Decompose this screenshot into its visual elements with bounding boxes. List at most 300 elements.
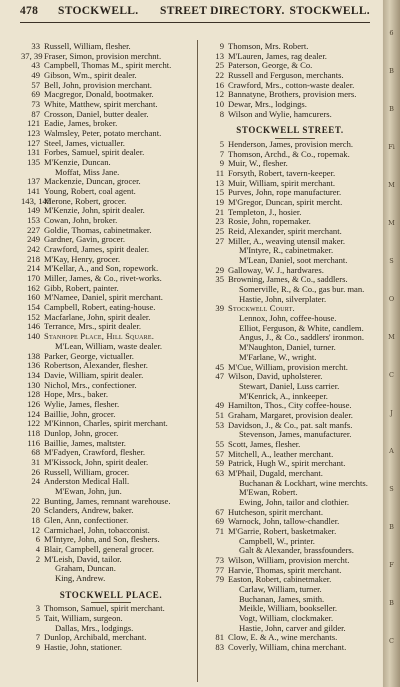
directory-entry bbox=[21, 545, 201, 555]
directory-entry bbox=[205, 285, 375, 295]
directory-entry bbox=[21, 468, 201, 478]
street-number: 18 bbox=[31, 515, 40, 525]
directory-entry bbox=[21, 526, 201, 536]
directory-entry bbox=[21, 506, 201, 516]
directory-entry bbox=[205, 421, 375, 431]
directory-entry bbox=[205, 595, 375, 605]
street-number: 7 bbox=[35, 633, 40, 643]
directory-entry bbox=[205, 479, 375, 489]
street-number: 121 bbox=[27, 119, 40, 129]
entry-text: M'Intyre, R., cabinetmaker. bbox=[239, 246, 334, 256]
street-number: 73 bbox=[215, 555, 224, 565]
entry-text: Warnock, John, tallow-chandler. bbox=[228, 517, 340, 527]
entry-text: Bunting, James, remnant warehouse. bbox=[44, 496, 171, 506]
entry-text: Muir, William, spirit merchant. bbox=[228, 178, 336, 188]
directory-entry bbox=[21, 439, 201, 449]
street-number: 67 bbox=[215, 507, 224, 517]
street-number: 10 bbox=[215, 100, 224, 110]
entry-text: Coverly, William, china merchant. bbox=[228, 642, 347, 652]
street-number: 27 bbox=[215, 236, 224, 246]
directory-entry bbox=[205, 246, 375, 256]
entry-text: Russell, William, flesher. bbox=[44, 42, 131, 51]
entry-text: Crawford, Mrs., cotton-waste dealer. bbox=[228, 80, 355, 90]
directory-entry bbox=[205, 256, 375, 266]
directory-entry bbox=[21, 255, 201, 265]
directory-entry bbox=[21, 293, 201, 303]
street-number: 73 bbox=[31, 100, 40, 110]
entry-text: Macgregor, Donald, bootmaker. bbox=[44, 90, 154, 100]
entry-text: Reid, Alexander, spirit merchant. bbox=[228, 227, 342, 237]
street-number: 71 bbox=[215, 526, 224, 536]
directory-entry bbox=[21, 187, 201, 197]
directory-entry bbox=[205, 179, 375, 189]
entry-text: M'Cue, William, provision mercht. bbox=[228, 362, 348, 372]
entry-text: Vogt, William, clockmaker. bbox=[239, 613, 334, 623]
entry-text: Browning, James, & Co., saddlers. bbox=[228, 275, 348, 285]
directory-entry bbox=[205, 488, 375, 498]
street-number: 63 bbox=[215, 468, 224, 478]
entry-text: Galloway, W. J., hardwares. bbox=[228, 265, 324, 275]
entry-text: Bannatyne, Brothers, provision mers. bbox=[228, 90, 357, 100]
entry-text: Rosie, John, ropemaker. bbox=[228, 217, 311, 227]
entry-text: M'Farlane, W., wright. bbox=[239, 352, 317, 362]
street-number: 227 bbox=[27, 225, 40, 235]
entry-text: Baillie, John, grocer. bbox=[44, 409, 116, 419]
entry-text: Dewar, Mrs., lodgings. bbox=[228, 100, 307, 110]
directory-entry bbox=[21, 110, 201, 120]
entry-text: Dunlop, Archibald, merchant. bbox=[44, 633, 147, 643]
directory-entry bbox=[205, 208, 375, 218]
street-number: 20 bbox=[31, 506, 40, 516]
street-number: 149 bbox=[27, 206, 40, 216]
directory-entry bbox=[21, 139, 201, 149]
directory-entry bbox=[21, 206, 201, 216]
directory-entry bbox=[21, 129, 201, 139]
directory-entry bbox=[21, 100, 201, 110]
directory-entry bbox=[21, 448, 201, 458]
directory-entry bbox=[205, 450, 375, 460]
entry-text: Russell, William, grocer. bbox=[44, 467, 130, 477]
entry-text: M'Ewan, John, jun. bbox=[55, 486, 122, 496]
street-number: 25 bbox=[215, 227, 224, 237]
directory-entry bbox=[21, 216, 201, 226]
street-number: 214 bbox=[27, 264, 40, 274]
section-heading bbox=[205, 126, 375, 136]
directory-entry bbox=[21, 52, 201, 62]
street-number: 127 bbox=[27, 138, 40, 148]
directory-entry bbox=[21, 274, 201, 284]
entry-text: Tait, William, surgeon. bbox=[44, 613, 123, 623]
street-number: 130 bbox=[27, 380, 40, 390]
entry-text: Moffat, Miss Jane. bbox=[55, 167, 120, 177]
directory-entry bbox=[21, 81, 201, 91]
directory-entry bbox=[205, 633, 375, 643]
entry-text: Hastie, John, silverplater. bbox=[239, 294, 327, 304]
edge-mark: B bbox=[389, 67, 394, 75]
section-spacer bbox=[205, 119, 375, 126]
street-number: 118 bbox=[27, 428, 40, 438]
street-number: 4 bbox=[35, 544, 40, 554]
street-number: 12 bbox=[215, 90, 224, 100]
street-number: 81 bbox=[215, 633, 224, 643]
entry-text: Sclanders, Andrew, baker. bbox=[44, 506, 134, 516]
entry-text: Baillie, James, maltster. bbox=[44, 438, 126, 448]
left-column bbox=[21, 42, 201, 653]
entry-text: Harvie, Thomas, spirit merchant. bbox=[228, 565, 342, 575]
directory-entry bbox=[21, 284, 201, 294]
directory-entry bbox=[21, 400, 201, 410]
entry-text: Terrance, Mrs., spirit dealer. bbox=[44, 322, 141, 332]
section-heading-text: STOCKWELL PLACE. bbox=[59, 590, 163, 600]
directory-entry bbox=[21, 516, 201, 526]
page-number: 478 bbox=[20, 5, 39, 17]
directory-entry bbox=[205, 498, 375, 508]
street-number: 7 bbox=[219, 149, 224, 159]
section-spacer bbox=[21, 584, 201, 591]
street-number: 134 bbox=[27, 370, 40, 380]
directory-entry bbox=[21, 61, 201, 71]
entry-text: Mackenzie, Duncan, grocer. bbox=[44, 177, 141, 187]
entry-text: Stevenson, James, manufacturer. bbox=[239, 430, 352, 440]
directory-entry bbox=[21, 624, 201, 634]
street-number: 143, 145 bbox=[21, 196, 52, 206]
street-number: 218 bbox=[27, 254, 40, 264]
directory-entry bbox=[205, 81, 375, 91]
directory-entry bbox=[21, 497, 201, 507]
directory-entry bbox=[21, 381, 201, 391]
entry-text: M'Kinnon, Charles, spirit merchant. bbox=[44, 419, 168, 429]
entry-text: Carlaw, William, turner. bbox=[239, 584, 322, 594]
entry-text: Buchanan, James, smith. bbox=[239, 594, 325, 604]
directory-entry bbox=[21, 614, 201, 624]
entry-text: M'Intyre, John, and Son, fleshers. bbox=[44, 535, 160, 545]
edge-mark: B bbox=[389, 599, 394, 607]
directory-entry bbox=[21, 303, 201, 313]
directory-entry bbox=[205, 333, 375, 343]
entry-text: Gibb, Robert, painter. bbox=[44, 283, 119, 293]
entry-text: Wylie, James, flesher. bbox=[44, 399, 120, 409]
directory-entry bbox=[205, 643, 375, 653]
directory-entry bbox=[205, 198, 375, 208]
entry-text: M'Phail, Dugald, merchant. bbox=[228, 468, 323, 478]
entry-text: Templeton, J., hosier. bbox=[228, 207, 302, 217]
entry-text: Dunlop, John, grocer. bbox=[44, 428, 119, 438]
directory-entry bbox=[205, 324, 375, 334]
directory-entry bbox=[21, 535, 201, 545]
edge-mark: B bbox=[389, 523, 394, 531]
street-number: 59 bbox=[215, 459, 224, 469]
directory-entry bbox=[205, 227, 375, 237]
directory-entry bbox=[21, 90, 201, 100]
entry-text: M'Lean, William, waste dealer. bbox=[55, 341, 162, 351]
directory-entry bbox=[21, 458, 201, 468]
column-divider bbox=[197, 40, 198, 682]
entry-text: Miller, A., weaving utensil maker. bbox=[228, 236, 346, 246]
street-number: 126 bbox=[27, 399, 40, 409]
street-number: 25 bbox=[215, 61, 224, 71]
entry-text: Wilson and Wylie, hamcurers. bbox=[228, 109, 332, 119]
entry-text: Young, Robert, coal agent. bbox=[44, 187, 136, 197]
entry-text: Fraser, Simon, provision merchnt. bbox=[44, 51, 162, 61]
directory-entry bbox=[205, 188, 375, 198]
street-number: 24 bbox=[31, 477, 40, 487]
entry-text: Thomson, Mrs. Robert. bbox=[228, 42, 309, 51]
entry-text: Hamilton, Thos., City coffee-house. bbox=[228, 401, 352, 411]
street-number: 83 bbox=[215, 642, 224, 652]
street-number: 16 bbox=[215, 80, 224, 90]
entry-text: M'Lean, Daniel, soot merchant. bbox=[239, 256, 348, 266]
directory-entry bbox=[21, 633, 201, 643]
street-number: 87 bbox=[31, 109, 40, 119]
entry-text: Elliot, Ferguson, & White, candlem. bbox=[239, 323, 364, 333]
directory-entry bbox=[205, 411, 375, 421]
entry-text: Merone, Robert, grocer. bbox=[44, 196, 127, 206]
directory-entry bbox=[205, 604, 375, 614]
entry-text: M'Namee, Daniel, spirit merchant. bbox=[44, 293, 163, 303]
directory-entry bbox=[205, 585, 375, 595]
street-number: 123 bbox=[27, 129, 40, 139]
directory-entry bbox=[205, 52, 375, 62]
header-left-title: STOCKWELL. bbox=[58, 5, 139, 17]
directory-entry bbox=[205, 546, 375, 556]
directory-entry bbox=[21, 574, 201, 584]
directory-entry bbox=[205, 90, 375, 100]
street-number: 77 bbox=[215, 565, 224, 575]
header-center-title: STREET DIRECTORY. bbox=[160, 5, 285, 17]
entry-text: M'Kenzie, Duncan. bbox=[44, 158, 111, 168]
street-number: 55 bbox=[215, 439, 224, 449]
directory-entry bbox=[21, 604, 201, 614]
header-right-title: STOCKWELL. bbox=[289, 5, 370, 17]
entry-text: Patrick, Hugh W., spirit merchant. bbox=[228, 459, 346, 469]
street-number: 160 bbox=[27, 293, 40, 303]
directory-entry bbox=[21, 332, 201, 342]
directory-entry bbox=[21, 487, 201, 497]
directory-entry bbox=[21, 148, 201, 158]
street-number: 26 bbox=[31, 467, 40, 477]
street-number: 128 bbox=[27, 390, 40, 400]
section-heading-text: STOCKWELL STREET. bbox=[236, 126, 344, 136]
directory-entry bbox=[21, 197, 201, 207]
street-number: 57 bbox=[215, 449, 224, 459]
entry-text: M'Garrie, Robert, basketmaker. bbox=[228, 526, 337, 536]
street-number: 49 bbox=[215, 401, 224, 411]
edge-mark: Fi bbox=[388, 143, 395, 151]
street-number: 2 bbox=[35, 554, 40, 564]
entry-text: Campbell, W., printer. bbox=[239, 536, 315, 546]
directory-entry bbox=[21, 371, 201, 381]
street-number: 242 bbox=[27, 245, 40, 255]
street-number: 37, 39 bbox=[21, 51, 43, 61]
directory-entry bbox=[205, 343, 375, 353]
entry-text: M'Fadyen, Crawford, flesher. bbox=[44, 448, 146, 458]
entry-text: M'Kay, Henry, grocer. bbox=[44, 254, 121, 264]
street-number: 170 bbox=[27, 274, 40, 284]
entry-text: M'Ewan, Robert. bbox=[239, 488, 298, 498]
street-number: 49 bbox=[31, 71, 40, 81]
entry-text: Hutcheson, spirit merchant. bbox=[228, 507, 323, 517]
street-number: 5 bbox=[219, 140, 224, 150]
directory-entry bbox=[205, 566, 375, 576]
directory-entry bbox=[205, 614, 375, 624]
entry-text: Meikle, William, bookseller. bbox=[239, 604, 338, 614]
street-number: 19 bbox=[215, 198, 224, 208]
entry-text: Davidson, J., & Co., pat. salt manfs. bbox=[228, 420, 353, 430]
entry-text: M'Kissock, John, spirit dealer. bbox=[44, 457, 149, 467]
street-number: 153 bbox=[27, 216, 40, 226]
entry-text: Steel, James, victualler. bbox=[44, 138, 125, 148]
entry-text: Anderston Medical Hall. bbox=[44, 477, 130, 487]
entry-text: Crawford, James, spirit dealer. bbox=[44, 245, 150, 255]
entry-text: Davie, William, spirit dealer. bbox=[44, 370, 144, 380]
directory-entry bbox=[21, 410, 201, 420]
entry-text: Stewart, Daniel, Luss carrier. bbox=[239, 381, 340, 391]
edge-mark: 6 bbox=[389, 29, 394, 37]
entry-text: Easton, Robert, cabinetmaker. bbox=[228, 575, 332, 585]
directory-entry bbox=[205, 440, 375, 450]
street-number: 146 bbox=[27, 322, 40, 332]
entry-text: Forbes, Samuel, spirit dealer. bbox=[44, 148, 145, 158]
entry-text: M'Naughton, Daniel, turner. bbox=[239, 343, 336, 353]
entry-text: M'Kellar, A., and Son, ropework. bbox=[44, 264, 159, 274]
street-number: 69 bbox=[215, 517, 224, 527]
directory-entry bbox=[205, 217, 375, 227]
edge-mark: M bbox=[388, 181, 395, 189]
street-number: 57 bbox=[31, 80, 40, 90]
street-number: 22 bbox=[215, 71, 224, 81]
directory-entry bbox=[21, 313, 201, 323]
street-number: 31 bbox=[31, 457, 40, 467]
entry-text: Muir, W., flesher. bbox=[228, 159, 288, 169]
street-number: 131 bbox=[27, 148, 40, 158]
entry-text: Thomson, Archd., & Co., ropemak. bbox=[228, 149, 350, 159]
directory-entry bbox=[205, 61, 375, 71]
street-number: 53 bbox=[215, 420, 224, 430]
street-number: 9 bbox=[219, 159, 224, 169]
street-number: 140 bbox=[27, 332, 40, 342]
entry-text: King, Andrew. bbox=[55, 573, 106, 583]
entry-text: M'Leish, David, tailor. bbox=[44, 554, 122, 564]
entry-text: Dallas, Mrs., lodgings. bbox=[55, 623, 134, 633]
entry-text: Crosson, Daniel, butter dealer. bbox=[44, 109, 149, 119]
street-number: 136 bbox=[27, 361, 40, 371]
directory-entry bbox=[205, 150, 375, 160]
street-number: 51 bbox=[215, 410, 224, 420]
directory-entry bbox=[205, 169, 375, 179]
directory-entry bbox=[205, 459, 375, 469]
directory-entry bbox=[205, 537, 375, 547]
entry-text: Glen, Ann, confectioner. bbox=[44, 515, 129, 525]
entry-text: Bell, John, provision merchant. bbox=[44, 80, 152, 90]
entry-text: Hope, Mrs., baker. bbox=[44, 390, 108, 400]
right-column bbox=[205, 42, 375, 653]
street-number: 47 bbox=[215, 372, 224, 382]
entry-text: Angus, J., & Co., saddlers' ironmon. bbox=[239, 333, 364, 343]
entry-text: Stockwell Court. bbox=[228, 304, 295, 314]
entry-text: M'Gregor, Duncan, spirit mercht. bbox=[228, 198, 343, 208]
entry-text: Parker, George, victualler. bbox=[44, 351, 134, 361]
directory-entry bbox=[205, 140, 375, 150]
entry-text: Mitchell, A., leather merchant. bbox=[228, 449, 334, 459]
street-number: 122 bbox=[27, 419, 40, 429]
street-number: 13 bbox=[215, 178, 224, 188]
entry-text: Stanhope Place, Hill Square. bbox=[44, 332, 155, 342]
directory-entry bbox=[205, 363, 375, 373]
street-number: 29 bbox=[215, 265, 224, 275]
directory-entry bbox=[21, 477, 201, 487]
street-number: 135 bbox=[27, 158, 40, 168]
entry-text: Graham, Duncan. bbox=[55, 564, 116, 574]
entry-text: Buchanan & Lockhart, wine merchts. bbox=[239, 478, 368, 488]
entry-text: Galt & Alexander, brassfounders. bbox=[239, 546, 354, 556]
edge-mark: J bbox=[390, 409, 393, 417]
edge-mark: B bbox=[389, 105, 394, 113]
street-number: 15 bbox=[215, 188, 224, 198]
directory-entry bbox=[205, 237, 375, 247]
edge-mark: A bbox=[389, 447, 394, 455]
entry-text: Wilson, David, upholsterer. bbox=[228, 372, 323, 382]
directory-entry bbox=[21, 264, 201, 274]
street-number: 35 bbox=[215, 275, 224, 285]
entry-text: Macfarlane, John, spirit dealer. bbox=[44, 312, 151, 322]
street-number: 11 bbox=[215, 169, 224, 179]
entry-text: Henderson, James, provision merch. bbox=[228, 140, 354, 150]
directory-entry bbox=[21, 168, 201, 178]
street-number: 137 bbox=[27, 177, 40, 187]
entry-text: Campbell, Robert, eating-house. bbox=[44, 303, 156, 313]
street-number: 43 bbox=[31, 61, 40, 71]
street-number: 68 bbox=[31, 448, 40, 458]
street-number: 22 bbox=[31, 496, 40, 506]
directory-entry bbox=[21, 419, 201, 429]
entry-text: Gibson, Wm., spirit dealer. bbox=[44, 71, 137, 81]
directory-entry bbox=[21, 429, 201, 439]
street-number: 23 bbox=[215, 217, 224, 227]
street-number: 39 bbox=[215, 304, 224, 314]
header-rule bbox=[20, 22, 370, 23]
entry-text: Cowan, John, broker. bbox=[44, 216, 118, 226]
entry-text: Purves, John, rope manufacturer. bbox=[228, 188, 342, 198]
directory-entry bbox=[21, 235, 201, 245]
street-number: 69 bbox=[31, 90, 40, 100]
edge-mark: S bbox=[389, 257, 394, 265]
edge-mark: C bbox=[389, 637, 394, 645]
directory-entry bbox=[21, 342, 201, 352]
entry-text: Campbell, Thomas M., spirit mercht. bbox=[44, 61, 172, 71]
entry-text: Lennox, John, coffee-house. bbox=[239, 314, 337, 324]
directory-entry bbox=[205, 527, 375, 537]
edge-mark: S bbox=[389, 485, 394, 493]
directory-entry bbox=[205, 304, 375, 314]
street-number: 33 bbox=[31, 42, 40, 51]
entry-text: Clow, E. & A., wine merchants. bbox=[228, 633, 338, 643]
directory-entry bbox=[205, 159, 375, 169]
directory-entry bbox=[205, 575, 375, 585]
directory-entry bbox=[205, 372, 375, 382]
edge-mark: C bbox=[389, 371, 394, 379]
directory-entry bbox=[21, 361, 201, 371]
directory-entry bbox=[205, 275, 375, 285]
directory-entry bbox=[205, 430, 375, 440]
street-number: 152 bbox=[27, 312, 40, 322]
directory-entry bbox=[205, 353, 375, 363]
entry-text: Wilson, William, provision mercht. bbox=[228, 555, 350, 565]
directory-entry bbox=[21, 71, 201, 81]
directory-entry bbox=[21, 119, 201, 129]
section-heading bbox=[21, 591, 201, 601]
directory-entry bbox=[21, 390, 201, 400]
entry-text: Walmsley, Peter, potato merchant. bbox=[44, 129, 162, 139]
